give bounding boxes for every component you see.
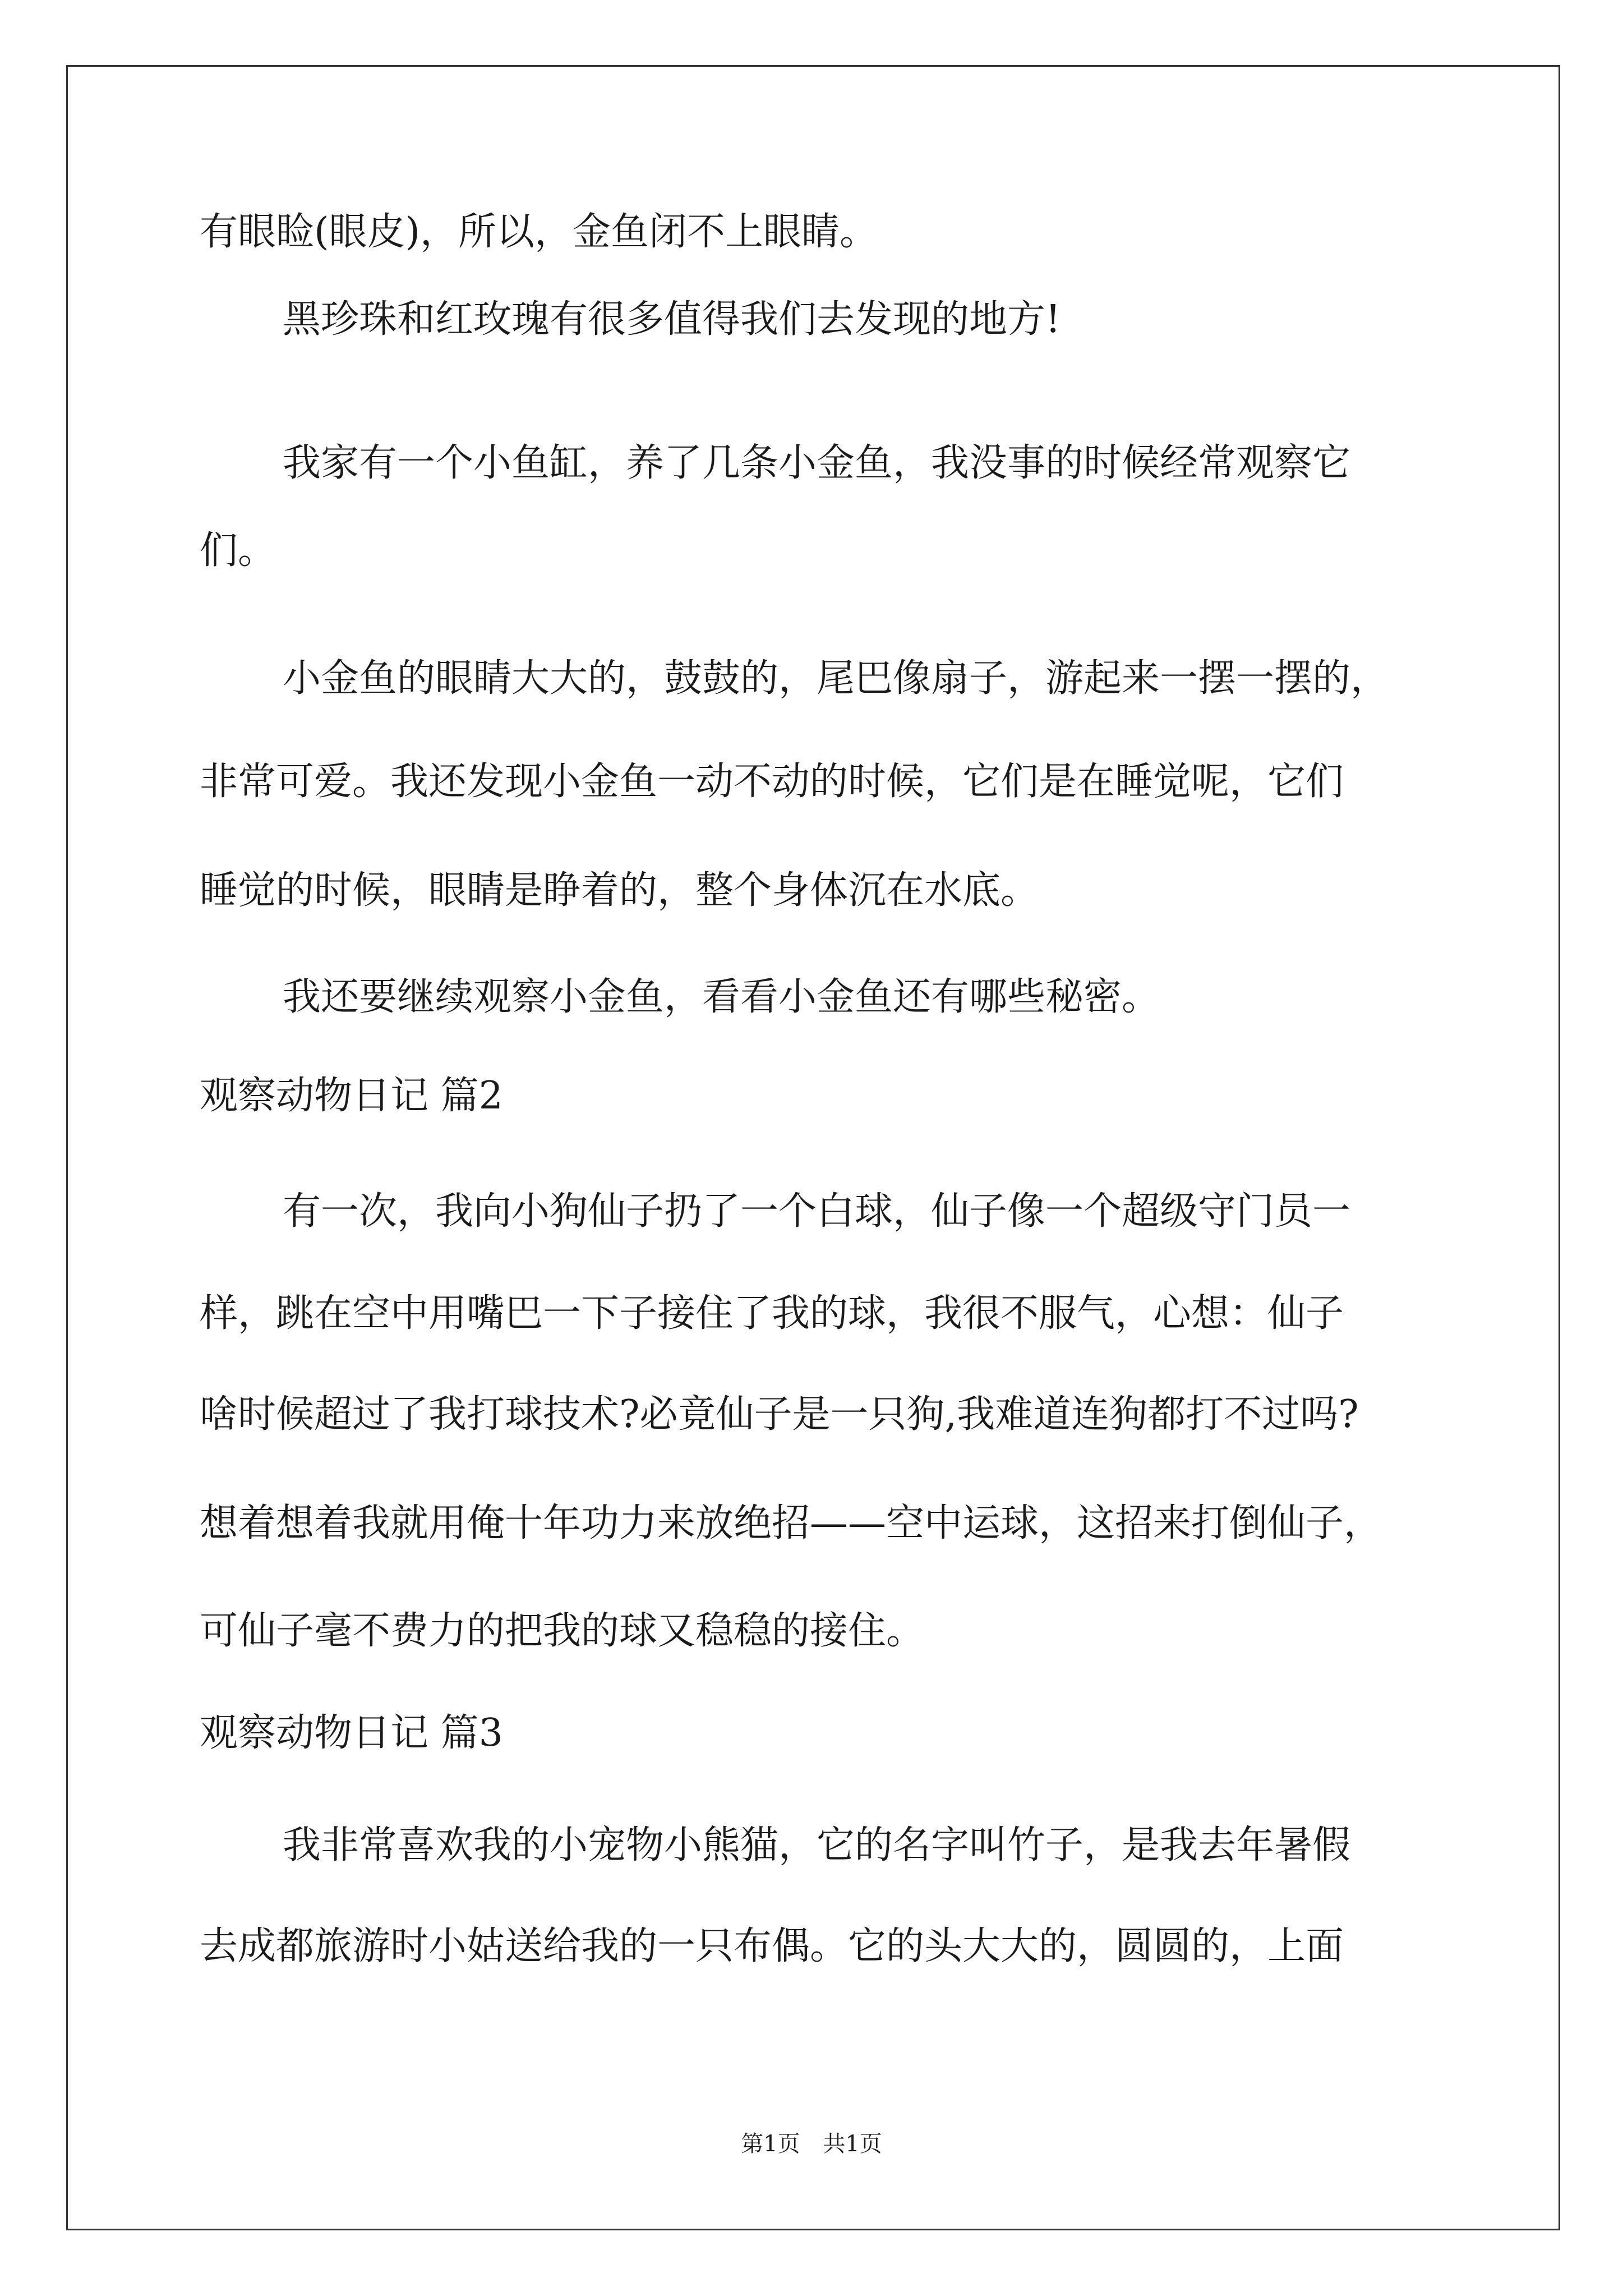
page-count: 共1页 [823,2131,882,2157]
paragraph-line: 小金鱼的眼睛大大的，鼓鼓的，尾巴像扇子，游起来一摆一摆的， [283,656,1389,701]
paragraph-line: 黑珍珠和红玫瑰有很多值得我们去发现的地方! [283,297,1061,342]
paragraph-line: 我家有一个小鱼缸，养了几条小金鱼，我没事的时候经常观察它 [283,441,1351,485]
paragraph-line: 去成都旅游时小姑送给我的一只布偶。它的头大大的，圆圆的，上面 [200,1924,1344,1968]
paragraph-line: 有一次，我向小狗仙子扔了一个白球，仙子像一个超级守门员一 [283,1189,1351,1234]
page-number: 第1页 [741,2131,800,2157]
page-border [66,65,1560,2230]
paragraph-line: 样，跳在空中用嘴巴一下子接住了我的球，我很不服气，心想：仙子 [200,1291,1344,1336]
paragraph-line: 啥时候超过了我打球技术?必竟仙子是一只狗,我难道连狗都打不过吗? [200,1392,1359,1437]
paragraph-line: 可仙子毫不费力的把我的球又稳稳的接住。 [200,1609,925,1653]
page-footer [0,2126,1623,2158]
paragraph-line: 我还要继续观察小金鱼，看看小金鱼还有哪些秘密。 [283,975,1160,1019]
section-heading: 观察动物日记 篇3 [200,1711,503,1755]
paragraph-line: 睡觉的时候，眼睛是睁着的，整个身体沉在水底。 [200,868,1039,913]
paragraph-line: 想着想着我就用俺十年功力来放绝招——空中运球，这招来打倒仙子， [200,1501,1382,1545]
paragraph-line: 有眼睑(眼皮)，所以，金鱼闭不上眼睛。 [200,210,878,254]
paragraph-line: 们。 [200,528,276,573]
section-heading: 观察动物日记 篇2 [200,1074,503,1118]
paragraph-line: 我非常喜欢我的小宠物小熊猫，它的名字叫竹子，是我去年暑假 [283,1823,1351,1867]
paragraph-line: 非常可爱。我还发现小金鱼一动不动的时候，它们是在睡觉呢，它们 [200,760,1344,804]
